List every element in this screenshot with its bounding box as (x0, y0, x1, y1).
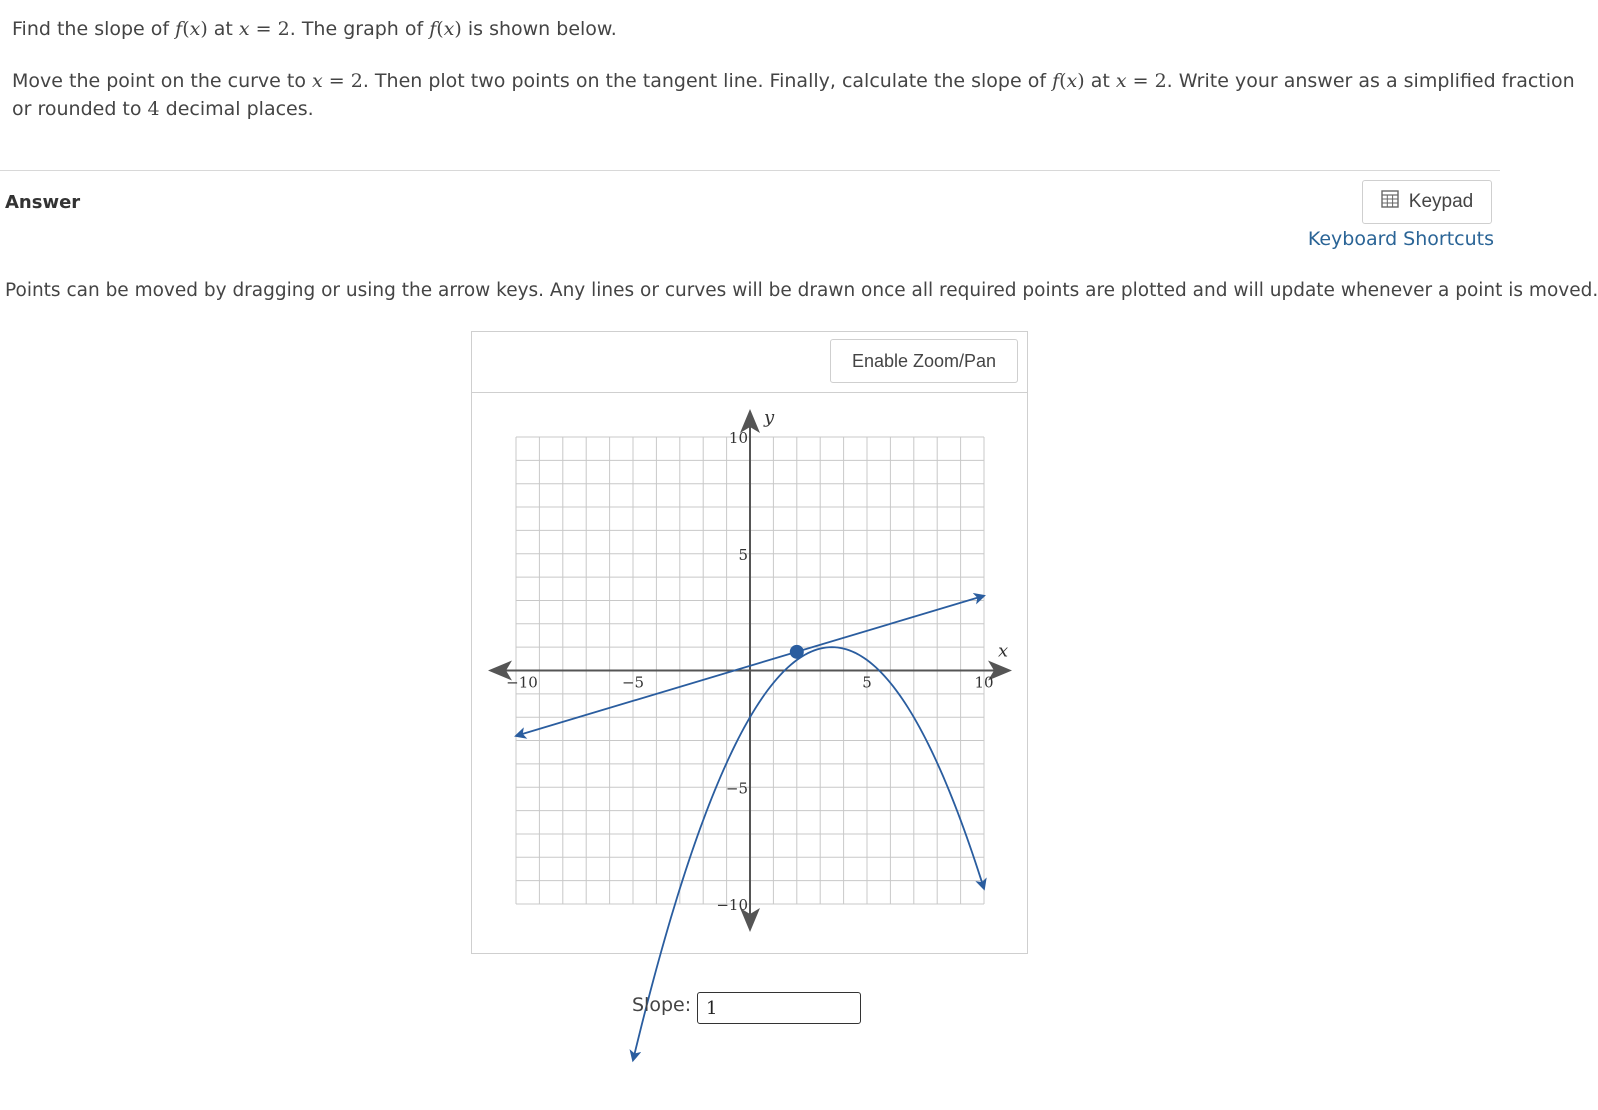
question-run: ( (1059, 70, 1067, 92)
question-run: ( (182, 18, 190, 40)
question-run: 4 (147, 98, 160, 120)
y-tick-label: −10 (716, 896, 748, 914)
question-run: = 2 (322, 70, 363, 92)
question-run: decimal places. (159, 98, 314, 120)
question-run: ) (454, 18, 462, 40)
graph-instructions: Points can be moved by dragging or using the arrow keys. Any lines or curves will be drawn once all required points are plotted and will update whenever a point is moved. (5, 280, 1598, 301)
question-run: x (1066, 70, 1078, 92)
axes (488, 409, 1012, 932)
y-axis-label: y (764, 407, 775, 428)
question-run: . Write your answer as a simplified fraction (1166, 70, 1575, 92)
y-tick-label: −5 (725, 779, 748, 798)
question-run: ( (436, 18, 444, 40)
answer-label: Answer (5, 192, 81, 213)
x-axis-label: x (998, 640, 1009, 662)
x-tick-label: −5 (621, 673, 645, 692)
x-tick-label: 5 (862, 673, 872, 692)
question-run: x (443, 18, 455, 40)
enable-zoom-pan-button[interactable]: Enable Zoom/Pan (830, 339, 1018, 383)
question-run: . The graph of (289, 18, 430, 40)
plot-points[interactable] (790, 645, 804, 659)
slope-label: Slope: (632, 994, 692, 1016)
question-run: = 2 (249, 18, 290, 40)
question-run: f (1052, 70, 1060, 92)
question-run: x (312, 70, 323, 92)
question-run: ) (1077, 70, 1085, 92)
question-run: . Then plot two points on the tangent line. Finally, calculate the slope of (362, 70, 1053, 92)
question-run: f (429, 18, 437, 40)
y-tick-label: 5 (738, 545, 748, 564)
question-run: Find the slope of (12, 18, 176, 40)
x-tick-label: −10 (506, 673, 538, 692)
slope-input[interactable] (697, 992, 861, 1024)
question-run: x (189, 18, 201, 40)
question-run: = 2 (1126, 70, 1167, 92)
question-run: at (207, 18, 239, 40)
question-run: ) (200, 18, 208, 40)
question-run: or rounded to (12, 98, 148, 120)
curve-point[interactable] (790, 645, 804, 659)
keyboard-shortcuts-link[interactable]: Keyboard Shortcuts (1307, 228, 1494, 250)
question-run: is shown below. (461, 18, 617, 40)
question-run: f (175, 18, 183, 40)
tick-labels (506, 407, 1008, 914)
question-run: x (238, 18, 250, 40)
question-run: at (1084, 70, 1116, 92)
question-run: x (1115, 70, 1127, 92)
x-tick-label: 10 (974, 673, 994, 692)
keypad-label: Keypad (1408, 191, 1474, 212)
y-tick-label: 10 (728, 429, 748, 447)
question-run: Move the point on the curve to (12, 70, 313, 92)
